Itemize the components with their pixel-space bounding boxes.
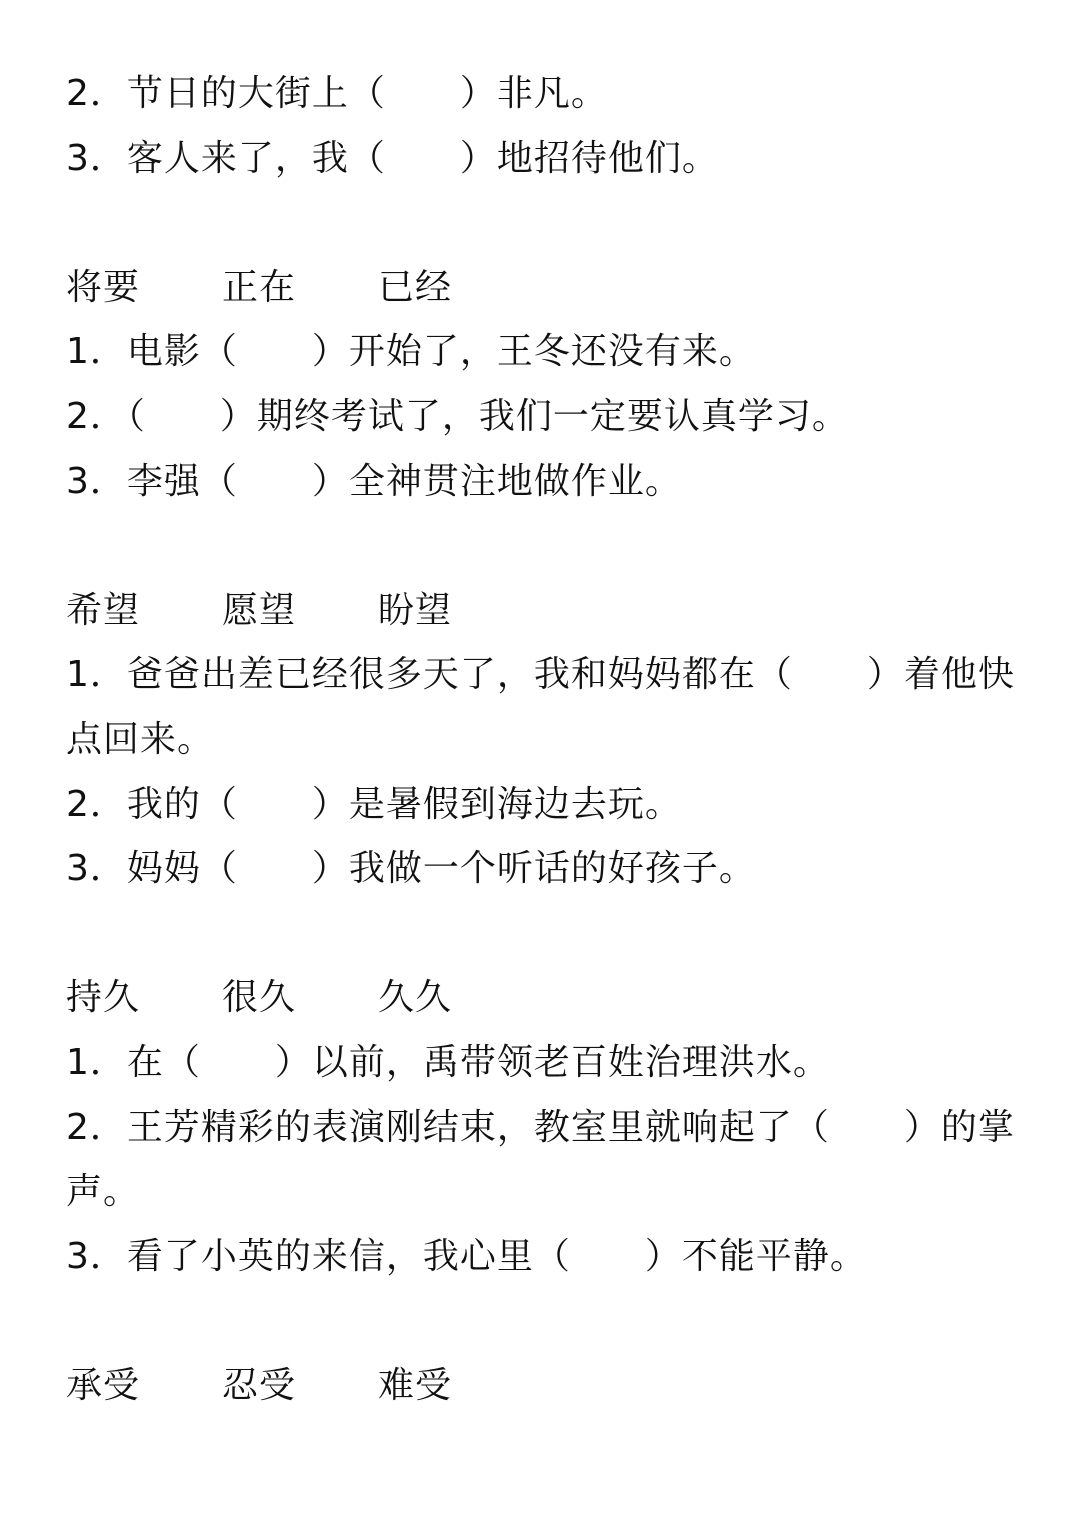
exercise-line: 1．电影（ ）开始了，王冬还没有来。 [66, 331, 756, 373]
exercise-line: 3．客人来了，我（ ）地招待他们。 [66, 137, 719, 179]
exercise-line: 3．李强（ ）全神贯注地做作业。 [66, 460, 682, 502]
word-choices [66, 966, 1026, 1031]
word-choice: 希望 [66, 589, 141, 631]
exercise-line: 2．我的（ ）是暑假到海边去玩。 [66, 783, 682, 825]
section-spacer [66, 514, 1026, 579]
worksheet [66, 62, 1026, 1418]
exercise-line: 2．王芳精彩的表演刚结束，教室里就响起了（ ）的掌声。 [66, 1106, 1015, 1213]
section-spacer [66, 191, 1026, 256]
exercise-line: 3．看了小英的来信，我心里（ ）不能平静。 [66, 1235, 867, 1277]
word-choice: 已经 [378, 266, 453, 308]
section-spacer [66, 1289, 1026, 1354]
word-choice: 持久 [66, 977, 141, 1019]
exercise-line: 2．节日的大街上（ ）非凡。 [66, 73, 608, 114]
exercise-line: 2．（ ）期终考试了，我们一定要认真学习。 [66, 395, 849, 437]
word-choices [66, 256, 1026, 321]
word-choice: 很久 [222, 977, 297, 1019]
word-choice: 正在 [222, 266, 297, 308]
word-choice: 承受 [66, 1364, 141, 1406]
word-choices [66, 579, 1026, 644]
section-spacer [66, 902, 1026, 967]
word-choices [66, 1354, 1026, 1419]
exercise-line: 1．在（ ）以前，禹带领老百姓治理洪水。 [66, 1041, 830, 1083]
word-choice: 忍受 [222, 1364, 297, 1406]
word-choice: 久久 [378, 977, 453, 1019]
word-choice: 愿望 [222, 589, 297, 631]
exercise-line: 1．爸爸出差已经很多天了，我和妈妈都在（ ）着他快点回来。 [66, 654, 1015, 760]
exercise-line: 3．妈妈（ ）我做一个听话的好孩子。 [66, 848, 756, 890]
word-choice: 难受 [378, 1364, 453, 1406]
word-choice: 将要 [66, 266, 141, 308]
word-choice: 盼望 [378, 589, 453, 631]
